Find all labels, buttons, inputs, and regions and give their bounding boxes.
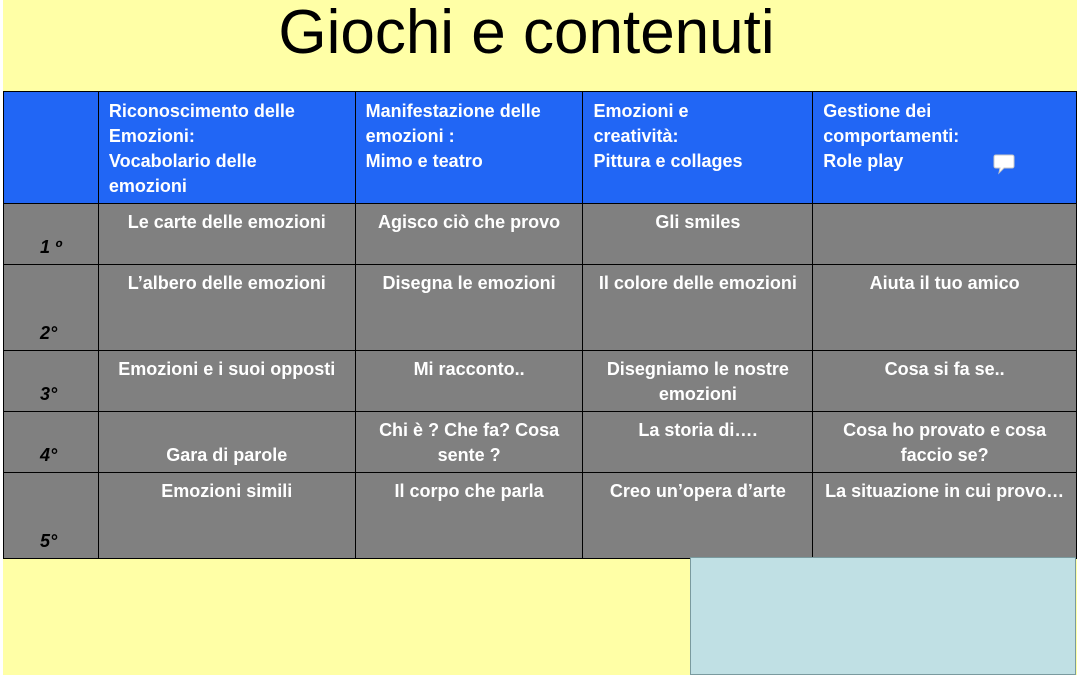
table-cell: Cosa si fa se.. bbox=[813, 351, 1077, 412]
row-label: 1 º bbox=[4, 204, 99, 265]
table-cell bbox=[813, 204, 1077, 265]
speech-bubble-icon[interactable] bbox=[993, 153, 1015, 175]
table-cell: Il colore delle emozioni bbox=[583, 265, 813, 351]
table-cell: Chi è ? Che fa? Cosa sente ? bbox=[355, 412, 583, 473]
table-cell: La storia di…. bbox=[583, 412, 813, 473]
table-cell: La situazione in cui provo… bbox=[813, 473, 1077, 559]
table-cell: Emozioni simili bbox=[98, 473, 355, 559]
table-row bbox=[4, 265, 1077, 351]
table-cell: Creo un’opera d’arte bbox=[583, 473, 813, 559]
table-cell: L’albero delle emozioni bbox=[98, 265, 355, 351]
page-title: Giochi e contenuti bbox=[278, 0, 775, 67]
header-behaviour: Gestione dei comportamenti: Role play bbox=[813, 92, 1077, 204]
row-label: 3° bbox=[4, 351, 99, 412]
table-cell: Agisco ciò che provo bbox=[355, 204, 583, 265]
table-cell: Emozioni e i suoi opposti bbox=[98, 351, 355, 412]
row-label: 5° bbox=[4, 473, 99, 559]
table-cell: Aiuta il tuo amico bbox=[813, 265, 1077, 351]
table-row bbox=[4, 473, 1077, 559]
table-cell: Cosa ho provato e cosa faccio se? bbox=[813, 412, 1077, 473]
table-row bbox=[4, 204, 1077, 265]
table-row bbox=[4, 351, 1077, 412]
header-manifestation: Manifestazione delle emozioni : Mimo e teatro bbox=[355, 92, 583, 204]
table-cell: Mi racconto.. bbox=[355, 351, 583, 412]
table-cell: Le carte delle emozioni bbox=[98, 204, 355, 265]
table-cell: Disegniamo le nostre emozioni bbox=[583, 351, 813, 412]
header-creativity: Emozioni e creatività: Pittura e collages bbox=[583, 92, 813, 204]
table-row bbox=[4, 412, 1077, 473]
header-corner bbox=[4, 92, 99, 204]
table-cell: Gli smiles bbox=[583, 204, 813, 265]
blue-box bbox=[690, 557, 1076, 675]
row-label: 2° bbox=[4, 265, 99, 351]
content-table bbox=[3, 91, 1077, 559]
header-row bbox=[4, 92, 1077, 204]
table-cell: Gara di parole bbox=[98, 412, 355, 473]
table-cell: Il corpo che parla bbox=[355, 473, 583, 559]
table-cell: Disegna le emozioni bbox=[355, 265, 583, 351]
header-recognition: Riconoscimento delle Emozioni: Vocabolario delle emozioni bbox=[98, 92, 355, 204]
row-label: 4° bbox=[4, 412, 99, 473]
